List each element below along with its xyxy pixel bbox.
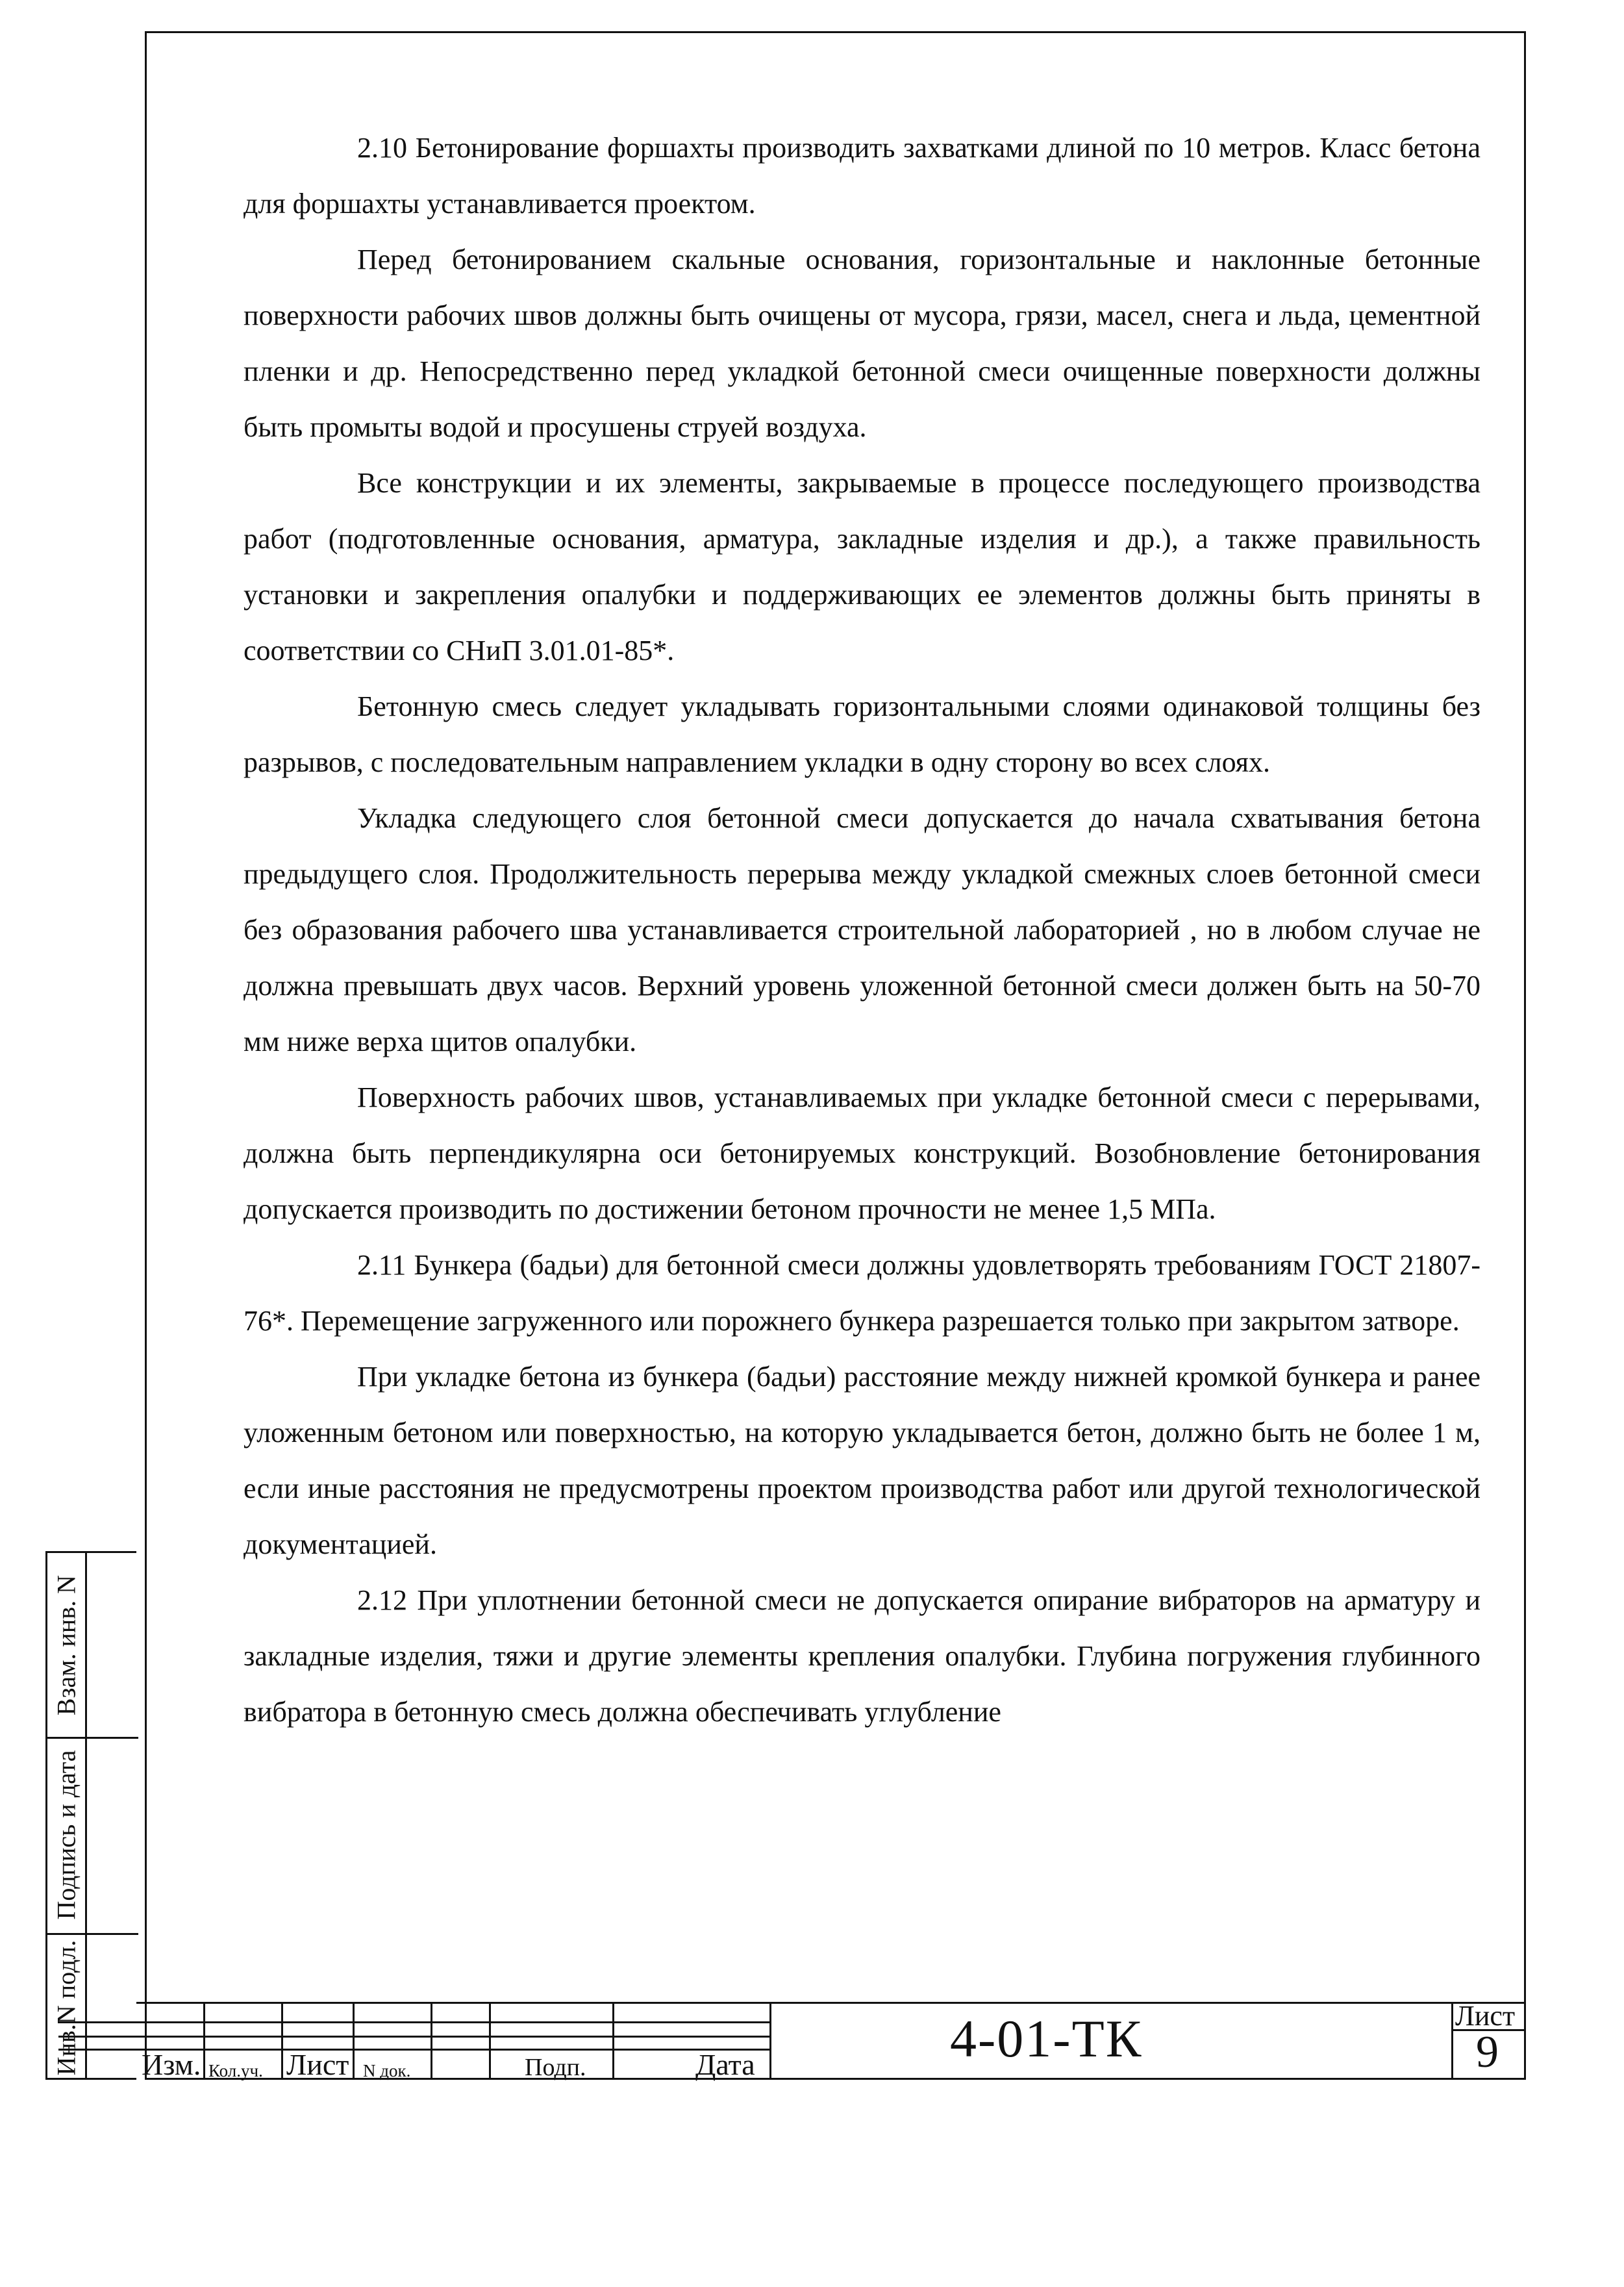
title-block-column-line bbox=[281, 2002, 283, 2080]
document-number-caption: N док. bbox=[363, 2061, 411, 2080]
title-block-line bbox=[58, 2036, 769, 2038]
replacement-inventory-label: Взам. инв. N bbox=[51, 1574, 81, 1716]
paragraph: 2.12 При уплотнении бетонной смеси не допускается опирание вибраторов на арматуру и закладные изделия, тяжи и другие элементы крепления опалубки. Глубина погружения глубинного вибратора в бетонную смесь должна обеспечивать углубление bbox=[244, 1584, 1480, 1728]
side-stamp-row-line bbox=[47, 1737, 138, 1739]
paragraph: При укладке бетона из бункера (бадьи) расстояние между нижней кромкой бункера и ранее уложенным бетоном или поверхностью, на которую укладывается бетон, должно быть не более 1 м, если иные расстояния не предусмотрены проектом производства работ или другой технологической документацией. bbox=[244, 1361, 1480, 1560]
date-caption: Дата bbox=[695, 2048, 755, 2081]
document-body bbox=[244, 120, 1480, 1740]
paragraph: Перед бетонированием скальные основания, горизонтальные и наклонные бетонные поверхности рабочих швов должны быть очищены от мусора, грязи, масел, снега и льда, цементной пленки и др. Непосредственно перед укладкой бетонной смеси очищенные поверхности должны быть промыты водой и просушены струей воздуха. bbox=[244, 244, 1480, 443]
original-inventory-label: Инв.N подл. bbox=[51, 1940, 81, 2076]
paragraph: Бетонную смесь следует укладывать горизонтальными слоями одинаковой толщины без разрывов, с последовательным направлением укладки в одну сторону во всех слоях. bbox=[244, 690, 1480, 778]
sheet-number: 9 bbox=[1476, 2027, 1499, 2077]
title-block-column-line bbox=[1451, 2002, 1453, 2080]
side-stamp-row-line bbox=[47, 1933, 138, 1935]
sheet-caption: Лист bbox=[286, 2048, 349, 2081]
paragraph: Поверхность рабочих швов, устанавливаемых при укладке бетонной смеси с перерывами, должна быть перпендикулярна оси бетонируемых конструкций. Возобновление бетонирования допускается производить по достижении бетоном прочности не менее 1,5 МПа. bbox=[244, 1081, 1480, 1225]
document-code: 4-01-ТК bbox=[950, 2009, 1143, 2068]
title-block-top-line bbox=[136, 2002, 1526, 2004]
paragraph: Все конструкции и их элементы, закрываемые в процессе последующего производства работ (подготовленные основания, арматура, закладные изделия и др.), а также правильность установки и закрепления опалубки и поддерживающих ее элементов должны быть приняты в соответствии со СНиП 3.01.01-85*. bbox=[244, 467, 1480, 666]
paragraph: 2.11 Бункера (бадьи) для бетонной смеси должны удовлетворять требованиям ГОСТ 21807-76*. Перемещение загруженного или порожнего бункера разрешается только при закрытом затворе. bbox=[244, 1249, 1480, 1337]
paragraph: Укладка следующего слоя бетонной смеси допускается до начала схватывания бетона предыдущего слоя. Продолжительность перерыва между укладкой смежных слоев бетонной смеси без образования рабочего шва устанавливается строительной лабораторией , но в любом случае не должна превышать двух часов. Верхний уровень уложенной бетонной смеси должен быть на 50-70 мм ниже верха щитов опалубки. bbox=[244, 802, 1480, 1057]
title-block-column-line bbox=[431, 2002, 432, 2080]
title-block-column-line bbox=[769, 2002, 771, 2080]
signature-caption: Подп. bbox=[525, 2054, 586, 2081]
title-block-line bbox=[58, 2021, 769, 2023]
side-stamp bbox=[45, 1551, 136, 2080]
title-block-column-line bbox=[489, 2002, 491, 2080]
signature-date-label: Подпись и дата bbox=[51, 1750, 81, 1920]
title-block-column-line bbox=[612, 2002, 614, 2080]
change-number-caption: Изм. bbox=[142, 2048, 201, 2081]
title-block-column-line bbox=[353, 2002, 355, 2080]
change-count-caption: Кол.уч. bbox=[208, 2061, 263, 2080]
sheet-label: Лист bbox=[1455, 2000, 1516, 2032]
title-block-column-line bbox=[203, 2002, 205, 2080]
paragraph: 2.10 Бетонирование форшахты производить захватками длиной по 10 метров. Класс бетона для форшахты устанавливается проектом. bbox=[244, 132, 1480, 220]
side-stamp-divider bbox=[85, 1553, 87, 2078]
